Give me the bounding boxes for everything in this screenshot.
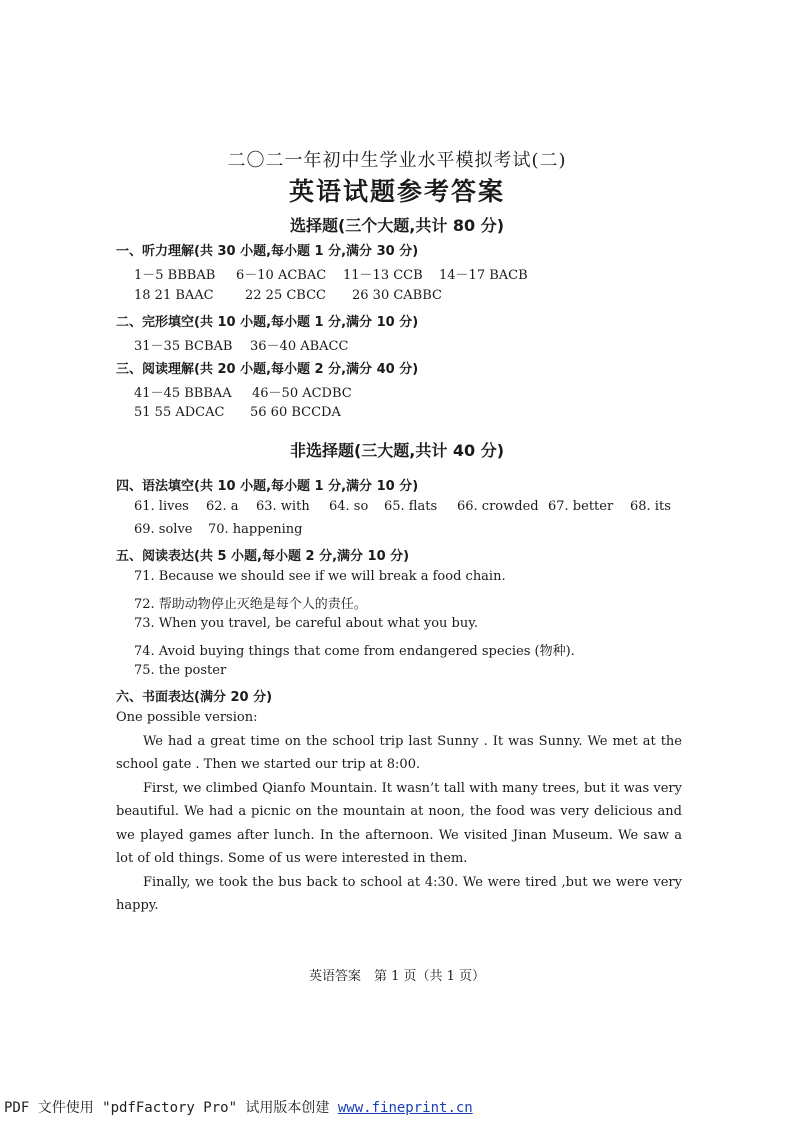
grammar-answer: 65. flats — [384, 499, 438, 514]
answer-group: 22 25 CBCC — [245, 288, 326, 303]
grammar-answer: 69. solve — [134, 522, 193, 537]
answer-group: 36－40 ABACC — [250, 339, 349, 354]
answer-group: 41－45 BBBAA — [134, 386, 232, 401]
grammar-answer: 63. with — [256, 499, 310, 514]
cloze-section-heading: 二、完形填空(共 10 小题,每小题 1 分,满分 10 分) — [116, 315, 419, 330]
grammar-answer: 66. crowded — [457, 499, 539, 514]
grammar-answer: 70. happening — [208, 522, 303, 537]
model-essay — [116, 706, 682, 918]
pdf-creator-notice — [4, 1097, 473, 1117]
pdf-notice-text: PDF 文件使用 "pdfFactory Pro" 试用版本创建 — [4, 1100, 338, 1116]
grammar-answer: 64. so — [329, 499, 369, 514]
answer-group: 11－13 CCB — [343, 268, 423, 283]
essay-intro: One possible version: — [116, 710, 258, 725]
answer-group: 14－17 BACB — [439, 268, 528, 283]
grammar-answer: 61. lives — [134, 499, 189, 514]
reading-expression-answer-71: 71. Because we should see if we will break a food chain. — [134, 569, 506, 584]
grammar-answer: 67. better — [548, 499, 614, 514]
answer-group: 6－10 ACBAC — [236, 268, 327, 283]
page-footer: 英语答案 第 1 页（共 1 页） — [308, 969, 486, 984]
answer-group: 56 60 BCCDA — [250, 405, 341, 420]
answer-group: 26 30 CABBC — [352, 288, 442, 303]
document-title: 英语试题参考答案 — [288, 177, 505, 206]
reading-expression-section-heading: 五、阅读表达(共 5 小题,每小题 2 分,满分 10 分) — [116, 549, 410, 564]
answer-group: 1－5 BBBAB — [134, 268, 216, 283]
answer-group: 46－50 ACDBC — [252, 386, 352, 401]
grammar-answer: 68. its — [630, 499, 671, 514]
exam-title: 二〇二一年初中生学业水平模拟考试(二) — [227, 150, 567, 171]
essay-paragraph: We had a great time on the school trip last Sunny . It was Sunny. We met at the school gate . Then we started our trip at 8:00. — [116, 733, 682, 772]
answer-group: 31－35 BCBAB — [134, 339, 233, 354]
reading-expression-answer-73: 73. When you travel, be careful about what you buy. — [134, 616, 478, 631]
essay-paragraph: First, we climbed Qianfo Mountain. It wasn’t tall with many trees, but it was very beautiful. We had a picnic on the mountain at noon, the food was very delicious and we played games after lunch. In the afternoon. We visited Jinan Museum. We saw a lot of old things. Some of us were interested in them. — [116, 780, 682, 866]
essay-paragraph: Finally, we took the bus back to school at 4:30. We were tired ,but we were very happy. — [116, 874, 682, 913]
reading-expression-answer-72: 72. 帮助动物停止灭绝是每个人的责任。 — [134, 597, 367, 612]
fineprint-link[interactable]: www.fineprint.cn — [337, 1100, 473, 1116]
objective-part-heading: 选择题(三个大题,共计 80 分) — [289, 216, 505, 235]
reading-expression-answer-75: 75. the poster — [134, 663, 227, 678]
reading-expression-answer-74: 74. Avoid buying things that come from endangered species (物种). — [134, 644, 575, 659]
grammar-section-heading: 四、语法填空(共 10 小题,每小题 1 分,满分 10 分) — [116, 479, 419, 494]
writing-section-heading: 六、书面表达(满分 20 分) — [116, 690, 273, 705]
answer-group: 51 55 ADCAC — [134, 405, 225, 420]
grammar-answer: 62. a — [206, 499, 239, 514]
answer-group: 18 21 BAAC — [134, 288, 214, 303]
listening-section-heading: 一、听力理解(共 30 小题,每小题 1 分,满分 30 分) — [116, 244, 419, 259]
reading-section-heading: 三、阅读理解(共 20 小题,每小题 2 分,满分 40 分) — [116, 362, 419, 377]
subjective-part-heading: 非选择题(三大题,共计 40 分) — [289, 441, 505, 460]
